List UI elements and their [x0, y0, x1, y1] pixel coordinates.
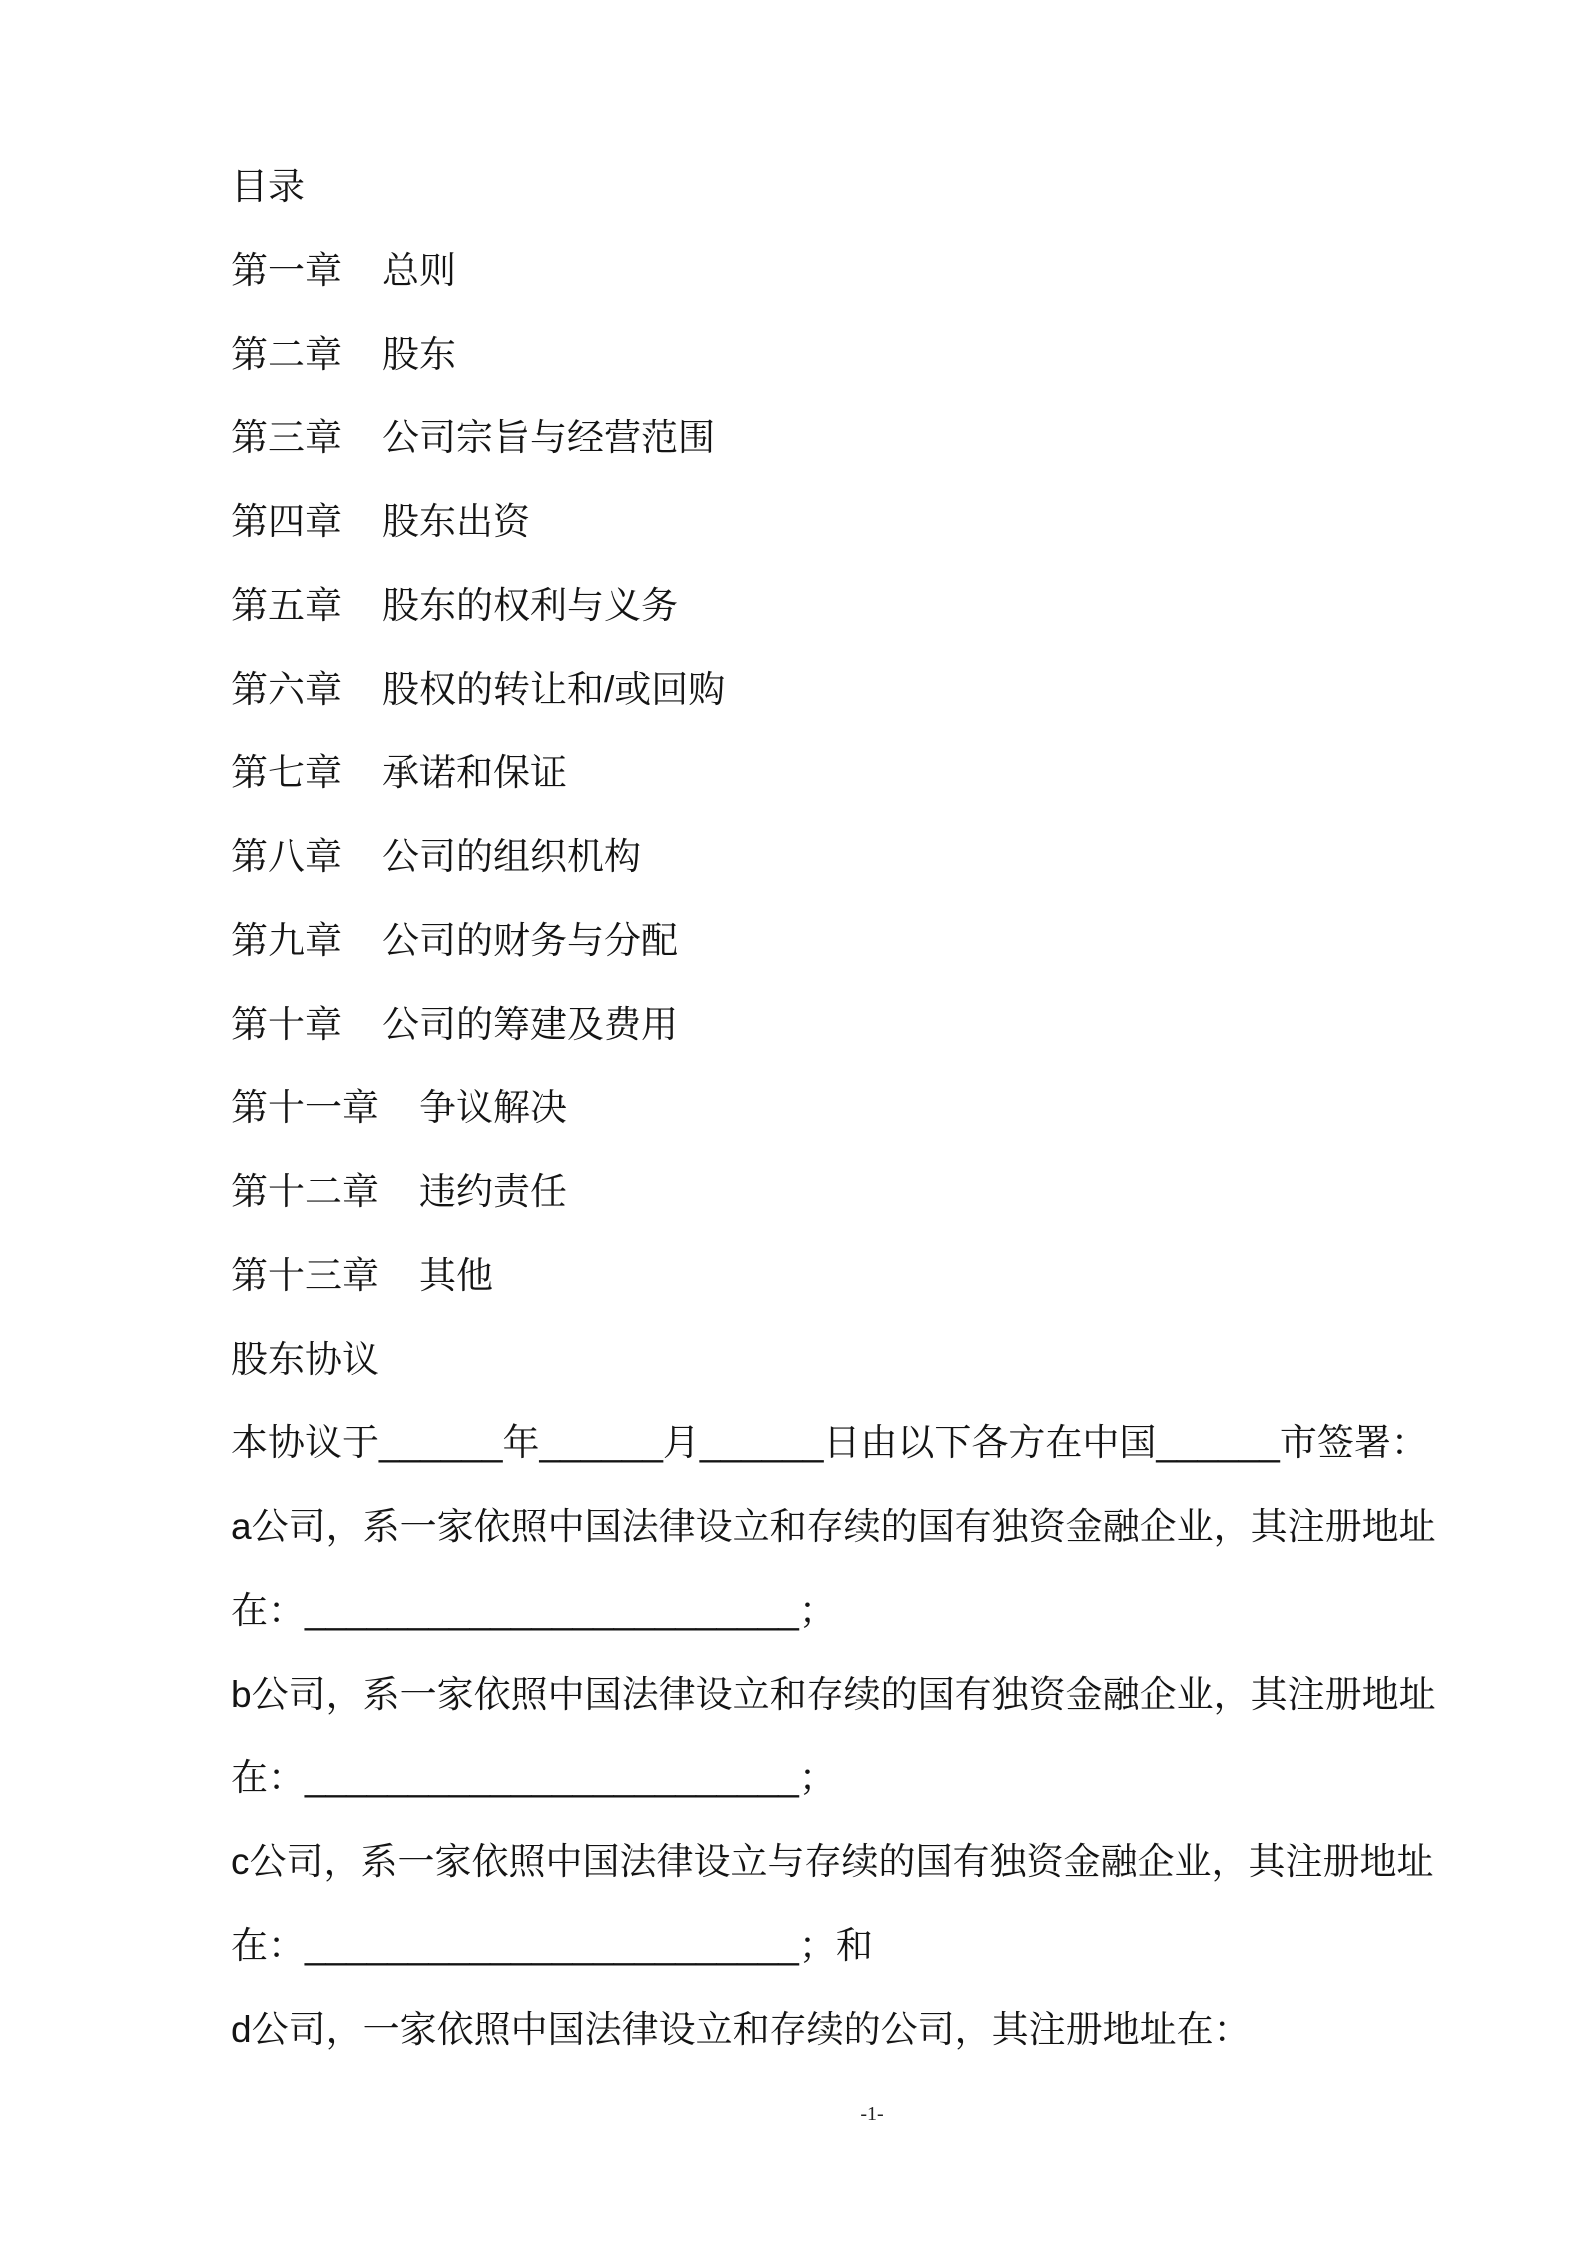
chapter-number: 第十二章	[231, 1171, 379, 1212]
chapter-number: 第七章	[231, 752, 342, 794]
chapter-number: 第二章	[231, 333, 342, 375]
toc-item	[231, 229, 1481, 313]
chapter-title: 股权的转让和/或回购	[382, 668, 726, 710]
party-line: a公司，系一家依照中国法律设立和存续的国有独资金融企业，其注册地址	[231, 1506, 1436, 1547]
party-a	[231, 1485, 1481, 1653]
toc-heading: 目录	[231, 166, 305, 207]
chapter-number: 第十章	[231, 1003, 342, 1045]
toc-item	[231, 480, 1481, 564]
chapter-title: 股东出资	[382, 501, 530, 542]
toc-item	[231, 1066, 1481, 1150]
chapter-number: 第五章	[231, 584, 342, 626]
chapter-title: 公司的筹建及费用	[382, 1003, 678, 1045]
chapter-number: 第四章	[231, 501, 342, 542]
party-address-line: 在：________________________；和	[231, 1924, 873, 1966]
chapter-number: 第一章	[231, 249, 342, 291]
toc-item	[231, 564, 1481, 648]
chapter-number: 第十三章	[231, 1254, 379, 1296]
toc-item	[231, 1234, 1481, 1318]
party-c	[231, 1820, 1481, 1988]
chapter-number: 第十一章	[231, 1087, 379, 1129]
page-content	[231, 145, 1481, 2071]
party-b	[231, 1653, 1481, 1821]
chapter-title: 股东	[382, 333, 456, 375]
chapter-number: 第三章	[231, 417, 342, 459]
chapter-number: 第八章	[231, 836, 342, 877]
toc-item	[231, 1150, 1481, 1234]
toc-item	[231, 899, 1481, 983]
toc-item	[231, 313, 1481, 397]
chapter-number: 第六章	[231, 668, 342, 710]
chapter-title: 承诺和保证	[382, 752, 567, 794]
party-line: d公司，一家依照中国法律设立和存续的公司，其注册地址在：	[231, 2008, 1251, 2050]
toc-item	[231, 815, 1481, 899]
toc-item	[231, 396, 1481, 480]
agreement-intro: 本协议于______年______月______日由以下各方在中国______市签署：	[231, 1422, 1428, 1464]
toc-item	[231, 731, 1481, 815]
party-line: b公司，系一家依照中国法律设立和存续的国有独资金融企业，其注册地址	[231, 1673, 1436, 1715]
party-d	[231, 1988, 1481, 2072]
toc-item	[231, 648, 1481, 732]
party-address-line: 在：________________________；	[231, 1589, 836, 1631]
chapter-title: 公司宗旨与经营范围	[382, 417, 715, 459]
toc-item	[231, 983, 1481, 1067]
agreement-title: 股东协议	[231, 1338, 379, 1380]
party-address-line: 在：________________________；	[231, 1757, 836, 1799]
chapter-number: 第九章	[231, 919, 342, 961]
chapter-title: 公司的组织机构	[382, 836, 641, 877]
chapter-title: 其他	[419, 1254, 493, 1296]
chapter-title: 违约责任	[419, 1171, 567, 1212]
page-number: -1-	[860, 2103, 884, 2125]
chapter-title: 争议解决	[419, 1087, 567, 1129]
party-line: c公司，系一家依照中国法律设立与存续的国有独资金融企业，其注册地址	[231, 1841, 1434, 1882]
chapter-title: 股东的权利与义务	[382, 584, 678, 626]
chapter-title: 公司的财务与分配	[382, 919, 678, 961]
chapter-title: 总则	[382, 249, 456, 291]
